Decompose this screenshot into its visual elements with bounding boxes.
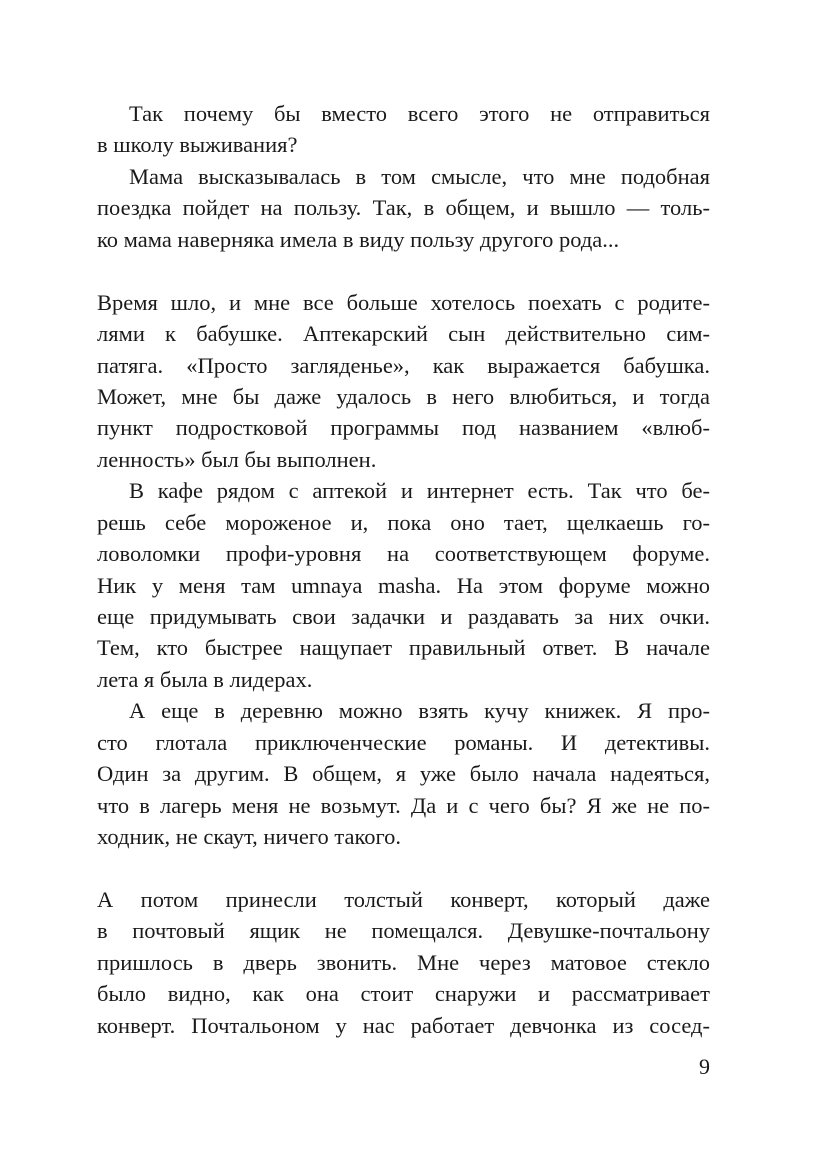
text-line: лета я была в лидерах. bbox=[97, 666, 313, 692]
text-line: в школу выживания? bbox=[97, 132, 298, 158]
text-line: что в лагерь меня не возьмут. Да и с чего бы? Я же не по- bbox=[97, 792, 710, 818]
text-line: лями к бабушке. Аптекарский сын действительно сим- bbox=[97, 321, 710, 347]
text-line: поездка пойдет на пользу. Так, в общем, и вышло — толь- bbox=[97, 195, 710, 221]
text-line: Один за другим. В общем, я уже было начала надеяться, bbox=[97, 761, 710, 787]
text-line: решь себе мороженое и, пока оно тает, щелкаешь го- bbox=[97, 509, 710, 535]
text-line: ко мама наверняка имела в виду пользу другого рода... bbox=[97, 226, 620, 252]
text-line: еще придумывать свои задачки и раздавать за них очки. bbox=[97, 604, 710, 629]
text-line: Тем, кто быстрее нащупает правильный ответ. В начале bbox=[97, 635, 710, 661]
text-line: в почтовый ящик не помещался. Девушке-почтальону bbox=[97, 918, 710, 944]
section-break bbox=[97, 853, 710, 884]
paragraph bbox=[97, 287, 710, 476]
text-line: Так почему бы вместо всего этого не отправиться bbox=[129, 101, 710, 126]
text-line: А потом принесли толстый конверт, который даже bbox=[97, 886, 710, 912]
text-line: ленность» был бы выполнен. bbox=[97, 446, 377, 472]
paragraph bbox=[97, 884, 710, 1041]
text-line: Ник у меня там umnaya masha. На этом форуме можно bbox=[97, 572, 710, 598]
text-line: пришлось в дверь звонить. Мне через матовое стекло bbox=[97, 949, 710, 975]
text-line: конверт. Почтальоном у нас работает девчонка из сосед- bbox=[97, 1012, 710, 1038]
text-line: ловоломки профи-уровня на соответствующем форуме. bbox=[97, 541, 710, 567]
page-body-text bbox=[97, 98, 710, 1041]
text-line: Время шло, и мне все больше хотелось поехать с родите- bbox=[97, 289, 710, 315]
text-line: сто глотала приключенческие романы. И детективы. bbox=[97, 729, 710, 755]
section-break bbox=[97, 255, 710, 286]
text-line: А еще в деревню можно взять кучу книжек. Я про- bbox=[129, 698, 710, 724]
text-line: В кафе рядом с аптекой и интернет есть. Так что бе- bbox=[129, 478, 710, 504]
text-line: Мама высказывалась в том смысле, что мне подобная bbox=[129, 163, 710, 189]
paragraph bbox=[97, 475, 710, 695]
text-line: было видно, как она стоит снаружи и рассматривает bbox=[97, 981, 710, 1007]
page-number: 9 bbox=[699, 1054, 710, 1079]
text-line: ходник, не скаут, ничего такого. bbox=[97, 824, 402, 850]
paragraph bbox=[97, 695, 710, 852]
paragraph bbox=[97, 98, 710, 161]
text-line: пункт подростковой программы под названием «влюб- bbox=[97, 415, 710, 441]
paragraph bbox=[97, 161, 710, 255]
text-line: патяга. «Просто загляденье», как выражается бабушка. bbox=[97, 352, 710, 378]
text-line: Может, мне бы даже удалось в него влюбиться, и тогда bbox=[97, 383, 710, 409]
